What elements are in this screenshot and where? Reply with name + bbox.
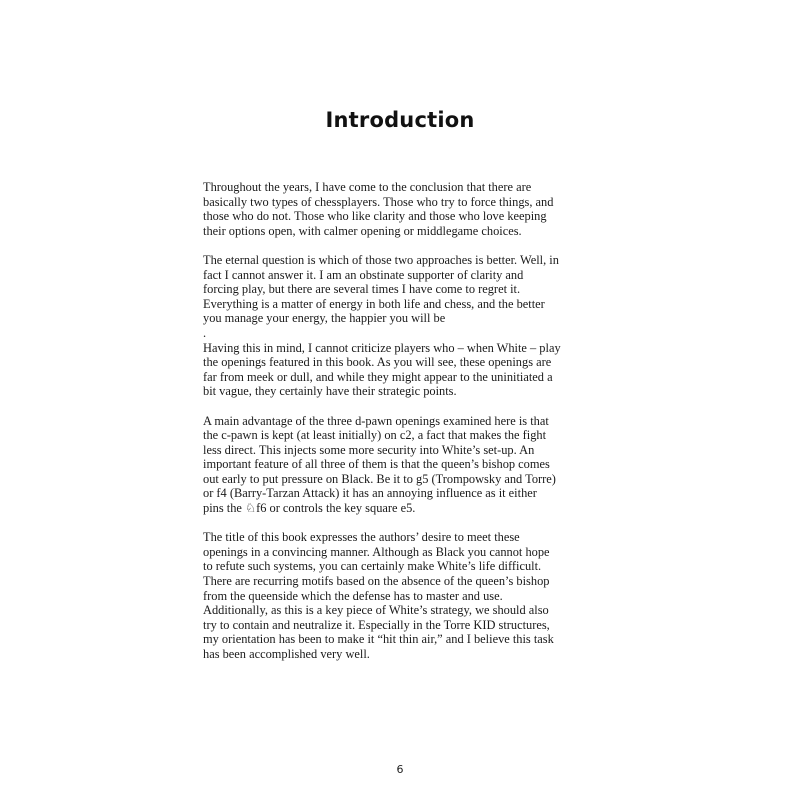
text-line: has been accomplished very well. [203,647,370,661]
text-line: far from meek or dull, and while they might appear to the uninitiated a [203,369,553,384]
text-line: Everything is a matter of energy in both life and chess, and the better [203,296,545,311]
text-line: Having this in mind, I cannot criticize players who – when White – play [203,340,561,355]
text-line: the openings featured in this book. As you will see, these openings are [203,355,552,370]
paragraph-3 [203,341,603,399]
text-line: the c-pawn is kept (at least initially) on c2, a fact that makes the fight [203,428,547,443]
text-line: those who do not. Those who like clarity and those who love keeping [203,209,547,224]
text-line: bit vague, they certainly have their strategic points. [203,384,457,399]
text-line: . [203,325,207,340]
page-title: Introduction [325,108,475,132]
paragraph-1 [203,180,603,238]
text-line: or f4 (Barry-Tarzan Attack) it has an annoying influence as it either [203,486,537,501]
paragraph-4 [203,414,603,516]
stray-period [203,326,603,341]
text-line: their options open, with calmer opening or middlegame choices. [203,223,522,238]
text-line: forcing play, but there are several times I have come to regret it. [203,282,521,297]
text-line: basically two types of chessplayers. Those who try to force things, and [203,194,554,209]
text-line: out early to put pressure on Black. Be it to g5 (Trompowsky and Torre) [203,471,556,486]
text-line: There are recurring motifs based on the absence of the queen’s bishop [203,574,550,589]
text-line: fact I cannot answer it. I am an obstinate supporter of clarity and [203,267,524,282]
text-line: Throughout the years, I have come to the conclusion that there are [203,180,532,194]
text-line: openings in a convincing manner. Although as Black you cannot hope [203,544,550,559]
text-line: try to contain and neutralize it. Especially in the Torre KID structures, [203,617,550,632]
body-text [203,180,603,676]
text-line: The title of this book expresses the authors’ desire to meet these [203,530,520,545]
text-line: A main advantage of the three d-pawn openings examined here is that [203,413,549,428]
text-line: pins the ♘f6 or controls the key square e5. [203,501,416,516]
text-line: less direct. This injects some more security into White’s set-up. An [203,442,535,457]
text-line: Additionally, as this is a key piece of White’s strategy, we should also [203,603,549,618]
paragraph-5 [203,530,603,661]
paragraph-2 [203,253,603,326]
text-line: important feature of all three of them is that the queen’s bishop comes [203,457,550,472]
text-line: my orientation has been to make it “hit thin air,” and I believe this task [203,632,554,647]
text-line: The eternal question is which of those two approaches is better. Well, in [203,252,559,267]
page-number: 6 [396,763,404,776]
text-line: from the queenside which the defense has to master and use. [203,588,503,603]
text-line: to refute such systems, you can certainly make White’s life difficult. [203,559,542,574]
text-line: you manage your energy, the happier you will be [203,311,446,326]
